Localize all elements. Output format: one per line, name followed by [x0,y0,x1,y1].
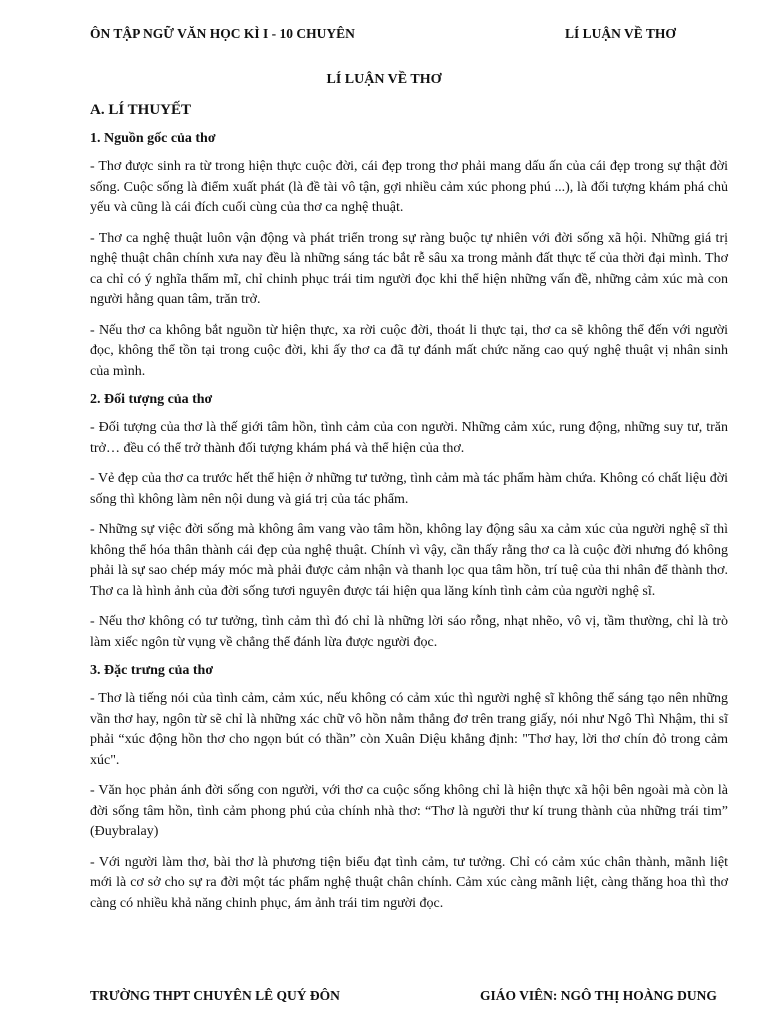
header-topic-title: LÍ LUẬN VỀ THƠ [565,26,676,41]
page-header [90,26,678,46]
subsection-heading-origin: 1. Nguồn gốc của thơ [90,131,216,146]
paragraph: - Văn học phản ánh đời sống con người, với thơ ca cuộc sống không chỉ là hiện thực xã hội bên ngoài mà còn là đời sống tâm hồn, tình cảm phong phú của chính nhà thơ: “Thơ là người thư kí trung thành của những trái tim” (Đuybralay) [90,783,728,839]
paragraph: - Đối tượng của thơ là thế giới tâm hồn, tình cảm của con người. Những cảm xúc, rung động, những suy tư, trăn trở… đều có thể trở thành đối tượng khám phá và thể hiện của thơ. [90,420,728,456]
subsection-heading-object: 2. Đối tượng của thơ [90,392,213,407]
paragraph: - Vẻ đẹp của thơ ca trước hết thể hiện ở những tư tưởng, tình cảm mà tác phẩm hàm chứa. Không có chất liệu đời sống thì không làm nên nội dung và giá trị của tác phẩm. [90,471,728,507]
paragraph: - Với người làm thơ, bài thơ là phương tiện biểu đạt tình cảm, tư tưởng. Chỉ có cảm xúc chân thành, mãnh liệt mới là cơ sở cho sự ra đời một tác phẩm nghệ thuật chân chính. Cảm xúc càng mãnh liệt, càng thăng hoa thì thơ càng có nhiều khả năng chinh phục, ám ảnh trái tim người đọc. [90,854,728,911]
paragraph: - Thơ ca nghệ thuật luôn vận động và phát triển trong sự ràng buộc tự nhiên với đời sống xã hội. Những giá trị nghệ thuật chân chính xưa nay đều là những sáng tác bắt rễ sâu xa trong mảnh đất thực tế của thời đại mình. Thơ ca chỉ có ý nghĩa thẩm mĩ, chỉ chinh phục trái tim người đọc khi thể hiện những vấn đề, những cảm xúc mà con người hằng quan tâm, trăn trở. [90,230,728,307]
footer-teacher-name: GIÁO VIÊN: NGÔ THỊ HOÀNG DUNG [480,988,717,1003]
page-footer [90,988,728,1008]
document-title: LÍ LUẬN VỀ THƠ [326,72,442,87]
paragraph: - Nếu thơ ca không bắt nguồn từ hiện thực, xa rời cuộc đời, thoát li thực tại, thơ ca sẽ không thể đến với người đọc, không thể tồn tại trong cuộc đời, khi ấy thơ ca đã tự đánh mất chức năng cao quý nghệ thuật vị nhân sinh của mình. [90,322,728,379]
paragraph: - Những sự việc đời sống mà không âm vang vào tâm hồn, không lay động sâu xa cảm xúc của người nghệ sĩ thì không thể hóa thân thành cái đẹp của nghệ thuật. Chính vì vậy, cần thấy rằng thơ ca là cuộc đời nhưng đó không phải là sự sao chép máy móc mà phải được cảm nhận và thanh lọc qua tâm hồn, trí tuệ của thi nhân để thành thơ. Thơ ca là hình ảnh của đời sống tươi nguyên được tái hiện qua lăng kính tình cảm của người nghệ sĩ. [90,522,728,599]
paragraph: - Nếu thơ không có tư tưởng, tình cảm thì đó chỉ là những lời sáo rỗng, nhạt nhẽo, vô vị, tầm thường, chỉ là trò làm xiếc ngôn từ vụng về chẳng thể đánh lừa được người đọc. [90,614,728,650]
section-heading: A. LÍ THUYẾT [90,102,192,118]
paragraph: - Thơ được sinh ra từ trong hiện thực cuộc đời, cái đẹp trong thơ phải mang dấu ấn của cái đẹp trong sự thật đời sống. Cuộc sống là điểm xuất phát (là đề tài vô tận, gợi nhiều cảm xúc phong phú ...), là đối tượng khám phá chủ yếu và cũng là cái đích cuối cùng của thơ ca nghệ thuật. [90,159,728,215]
header-course-title: ÔN TẬP NGỮ VĂN HỌC KÌ I - 10 CHUYÊN [90,26,355,41]
footer-school-name: TRƯỜNG THPT CHUYÊN LÊ QUÝ ĐÔN [90,988,340,1003]
paragraph: - Thơ là tiếng nói của tình cảm, cảm xúc, nếu không có cảm xúc thì người nghệ sĩ không thể sáng tạo nên những vần thơ hay, ngôn từ sẽ chỉ là những xác chữ vô hồn nằm thẳng đơ trên trang giấy, nói như Ngô Thì Nhậm, thi sĩ phải “xúc động hồn thơ cho ngọn bút có thần” còn Xuân Diệu khẳng định: "Thơ hay, lời thơ chín đỏ trong cảm xúc". [90,691,728,768]
document-body [90,102,728,924]
subsection-heading-characteristics: 3. Đặc trưng của thơ [90,663,214,678]
